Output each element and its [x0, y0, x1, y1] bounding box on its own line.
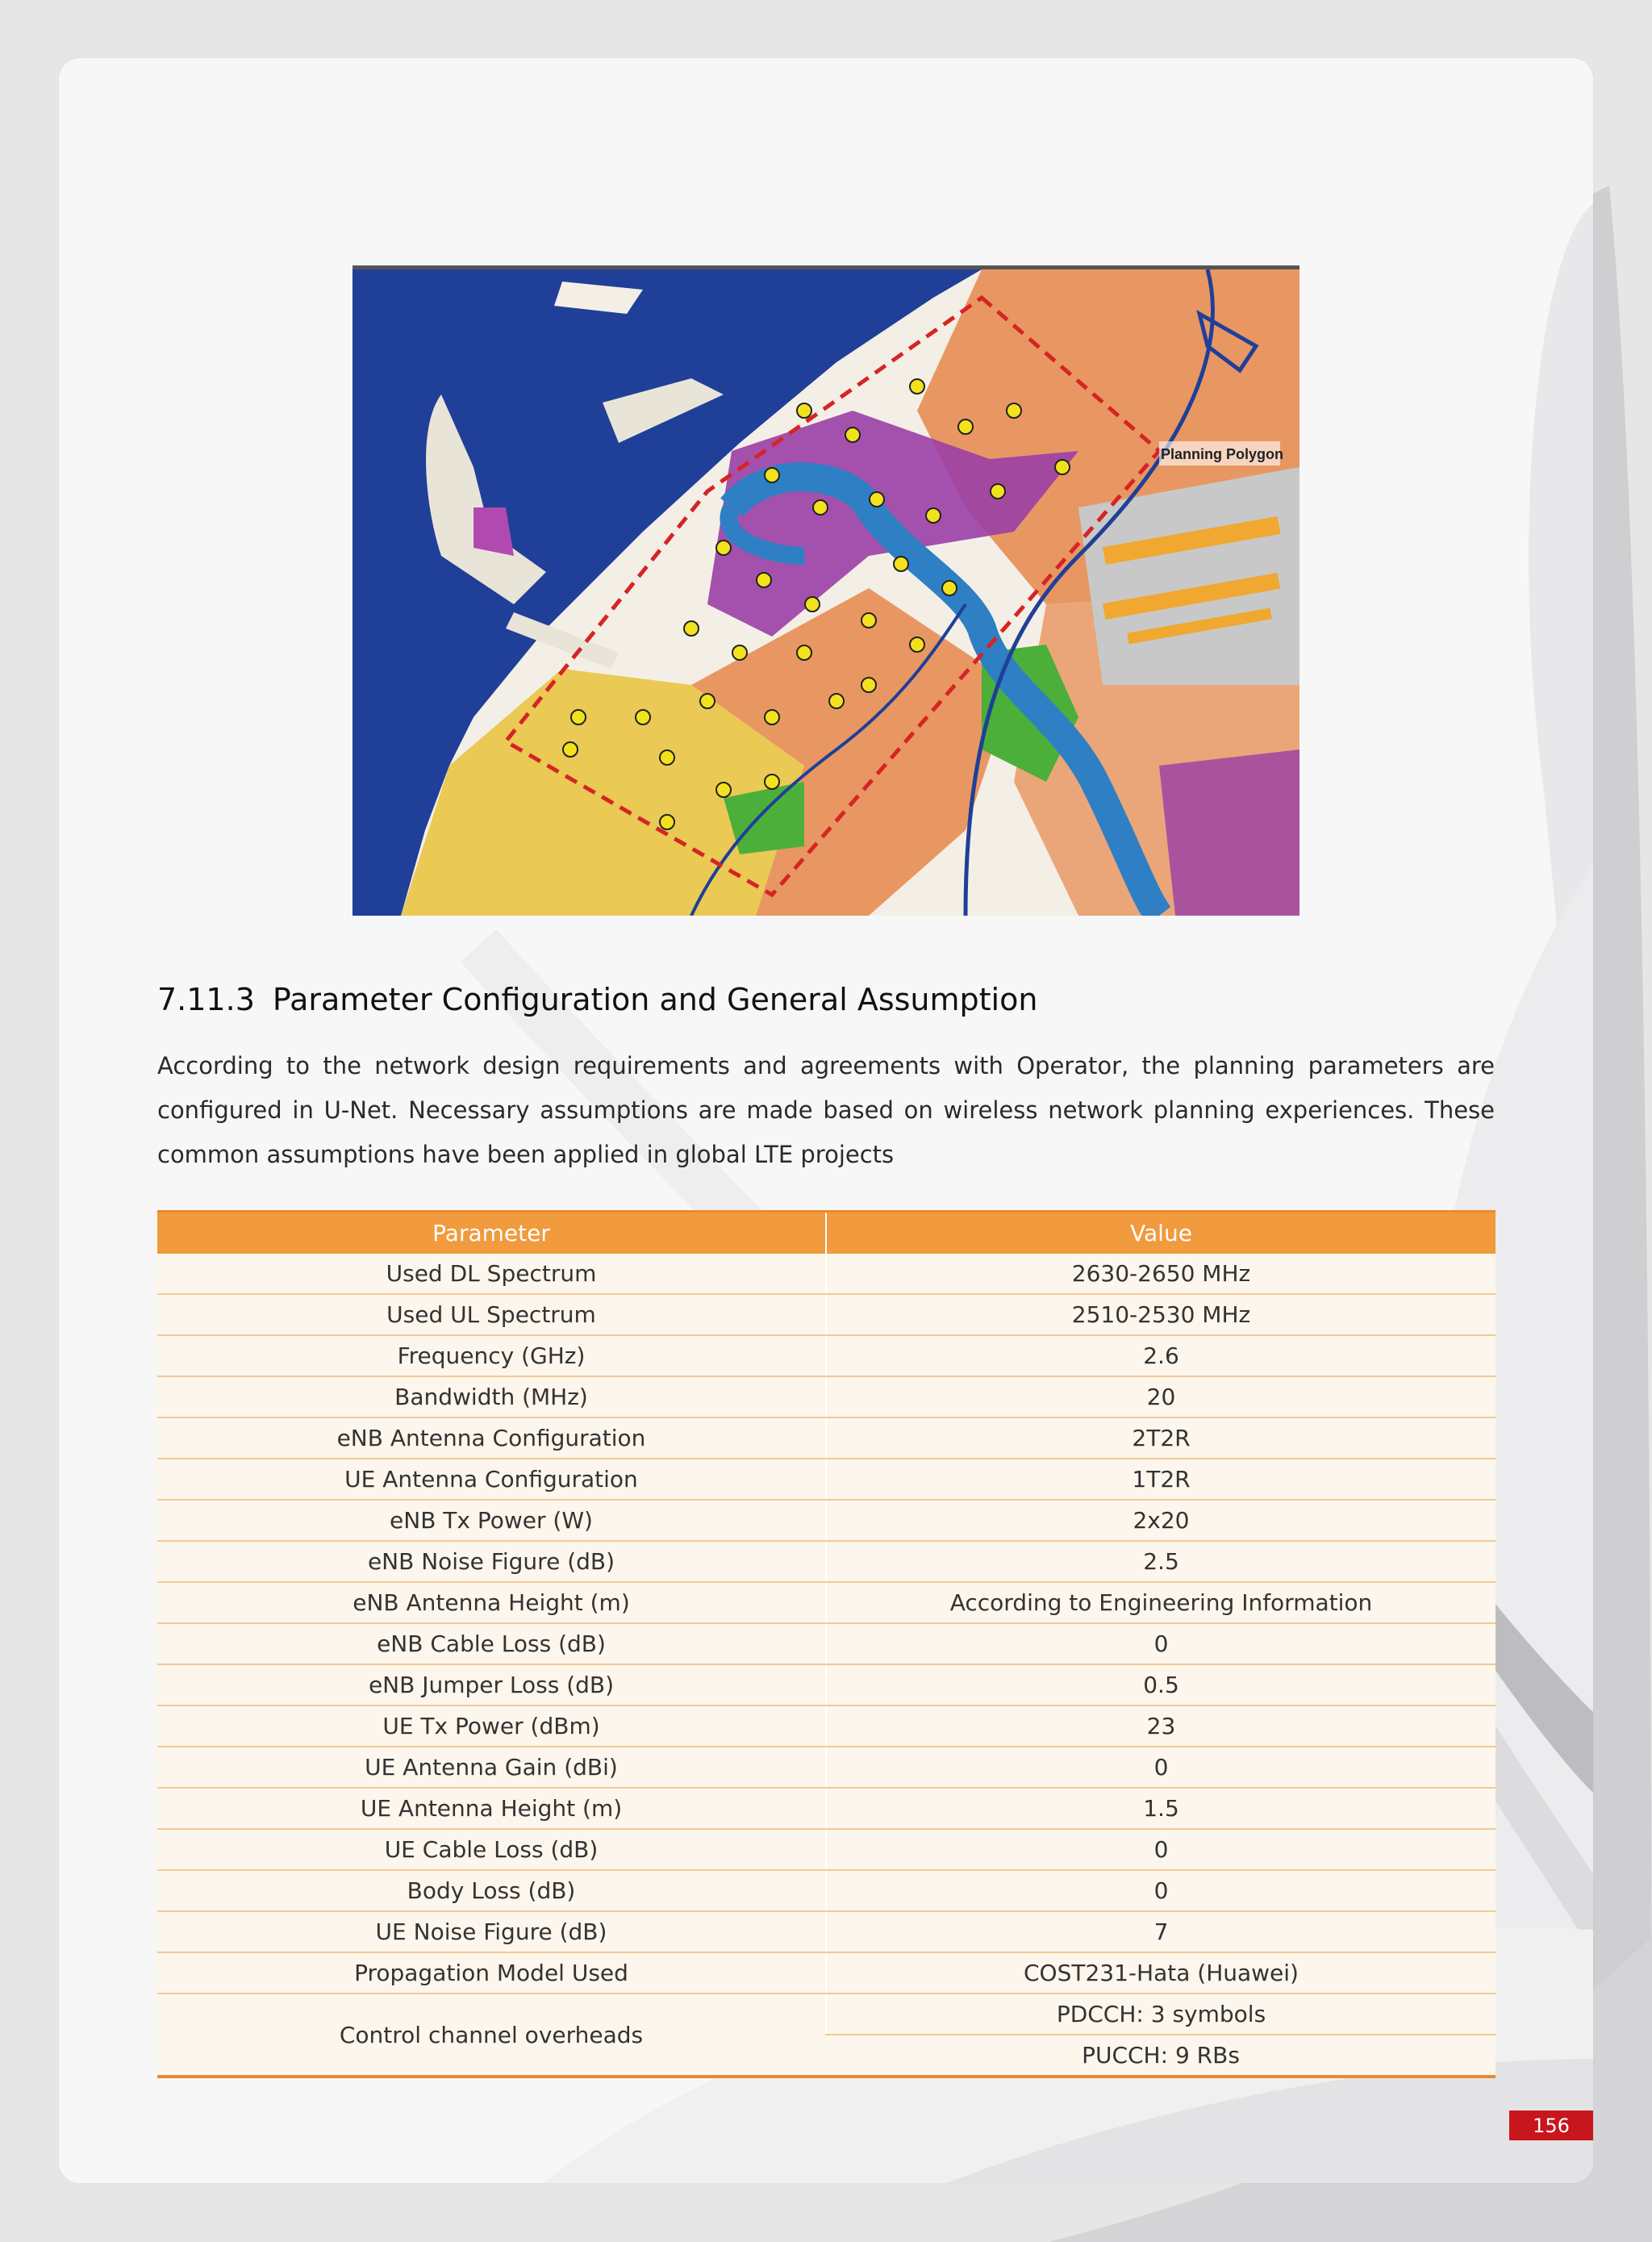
value-cell: 0.5 — [826, 1664, 1496, 1706]
parameter-cell: Propagation Model Used — [157, 1952, 826, 1994]
value-cell: 2.5 — [826, 1541, 1496, 1582]
parameter-cell: Frequency (GHz) — [157, 1335, 826, 1376]
table-row — [157, 1376, 1496, 1417]
planning-map — [353, 265, 1299, 916]
parameter-table — [157, 1210, 1496, 2078]
polygon-label: Planning Polygon — [1161, 446, 1283, 462]
value-cell: 1.5 — [826, 1788, 1496, 1829]
parameter-cell: UE Tx Power (dBm) — [157, 1706, 826, 1747]
value-cell: 2T2R — [826, 1417, 1496, 1459]
table-row — [157, 1706, 1496, 1747]
value-cell: 23 — [826, 1706, 1496, 1747]
value-cell: 0 — [826, 1829, 1496, 1870]
value-cell: 2.6 — [826, 1335, 1496, 1376]
table-row — [157, 1335, 1496, 1376]
value-cell: COST231-Hata (Huawei) — [826, 1952, 1496, 1994]
value-cell: 2510-2530 MHz — [826, 1294, 1496, 1335]
value-cell: 0 — [826, 1870, 1496, 1911]
parameter-cell: UE Antenna Height (m) — [157, 1788, 826, 1829]
table-row — [157, 1664, 1496, 1706]
table-row — [157, 1952, 1496, 1994]
value-cell: According to Engineering Information — [826, 1582, 1496, 1623]
map-figure — [353, 265, 1299, 916]
table-row — [157, 1829, 1496, 1870]
value-cell: 7 — [826, 1911, 1496, 1952]
table-row — [157, 1582, 1496, 1623]
intro-paragraph: According to the network design requirements and agreements with Operator, the planning parameters are configured in U-Net. Necessary assumptions are made based on wireless network planning experiences. These common assumptions have been applied in global LTE projects — [157, 1052, 1495, 1168]
table-row — [157, 1294, 1496, 1335]
parameter-cell: Used UL Spectrum — [157, 1294, 826, 1335]
parameter-cell: Body Loss (dB) — [157, 1870, 826, 1911]
parameter-cell: UE Antenna Configuration — [157, 1459, 826, 1500]
value-cell: 2x20 — [826, 1500, 1496, 1541]
table-row — [157, 1623, 1496, 1664]
parameter-cell: UE Cable Loss (dB) — [157, 1829, 826, 1870]
section-heading — [157, 982, 1037, 1017]
document-page — [59, 58, 1593, 2183]
value-cell: 0 — [826, 1747, 1496, 1788]
table-row — [157, 1994, 1496, 2035]
value-cell: 2630-2650 MHz — [826, 1254, 1496, 1294]
value-cell: PUCCH: 9 RBs — [826, 2035, 1496, 2077]
parameter-cell: Used DL Spectrum — [157, 1254, 826, 1294]
table-header-row — [157, 1212, 1496, 1255]
table-row — [157, 1459, 1496, 1500]
parameter-cell: Bandwidth (MHz) — [157, 1376, 826, 1417]
section-number: 7.11.3 — [157, 982, 255, 1017]
parameter-cell: eNB Jumper Loss (dB) — [157, 1664, 826, 1706]
parameter-cell: eNB Antenna Configuration — [157, 1417, 826, 1459]
header-parameter: Parameter — [157, 1212, 826, 1255]
value-cell: 0 — [826, 1623, 1496, 1664]
value-cell: 1T2R — [826, 1459, 1496, 1500]
parameter-cell: UE Noise Figure (dB) — [157, 1911, 826, 1952]
value-cell: PDCCH: 3 symbols — [826, 1994, 1496, 2035]
table-row — [157, 1788, 1496, 1829]
table-row — [157, 1911, 1496, 1952]
section-title: Parameter Configuration and General Assumption — [272, 982, 1038, 1017]
value-cell: 20 — [826, 1376, 1496, 1417]
table-row — [157, 1254, 1496, 1294]
table-row — [157, 1870, 1496, 1911]
table-row — [157, 1541, 1496, 1582]
parameter-cell: eNB Noise Figure (dB) — [157, 1541, 826, 1582]
table-row — [157, 1417, 1496, 1459]
parameter-cell: eNB Cable Loss (dB) — [157, 1623, 826, 1664]
parameter-cell: eNB Antenna Height (m) — [157, 1582, 826, 1623]
parameter-cell: UE Antenna Gain (dBi) — [157, 1747, 826, 1788]
parameter-cell: eNB Tx Power (W) — [157, 1500, 826, 1541]
parameter-cell: Control channel overheads — [157, 1994, 826, 2077]
page-number-badge: 156 — [1509, 2110, 1593, 2140]
table-row — [157, 1500, 1496, 1541]
header-value: Value — [826, 1212, 1496, 1255]
table-row — [157, 1747, 1496, 1788]
